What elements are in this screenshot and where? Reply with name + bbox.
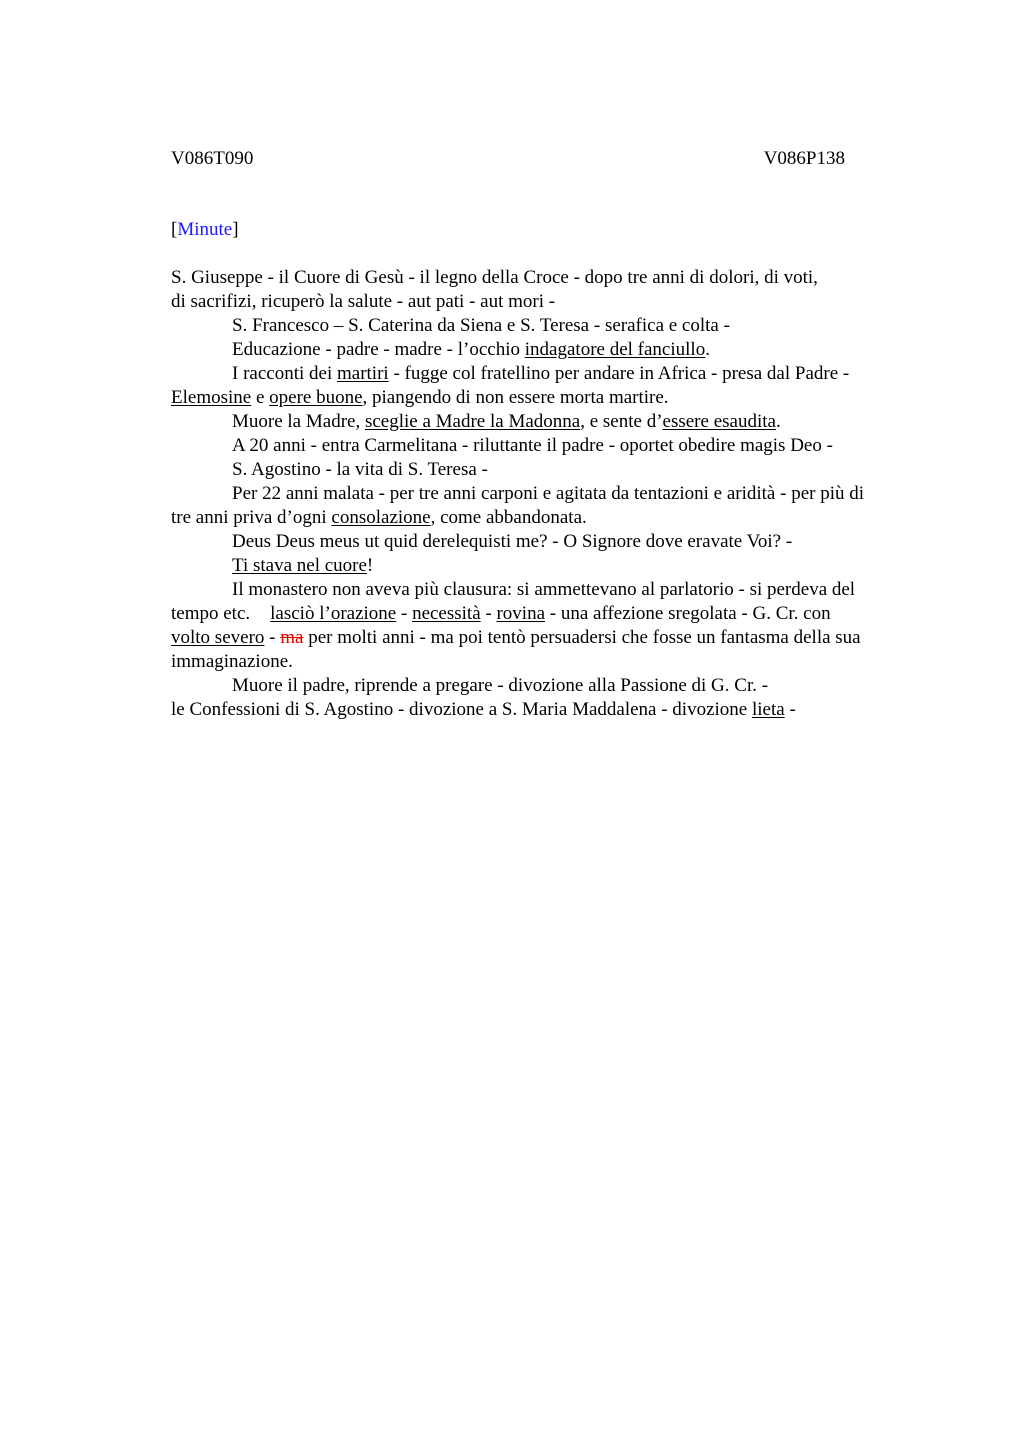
- text-line: [171, 266, 923, 290]
- underlined-text: lasciò l’orazione: [270, 603, 397, 624]
- text-line: [171, 698, 923, 722]
- text-run: Muore la Madre,: [232, 411, 365, 432]
- underlined-text: lieta: [751, 699, 785, 720]
- text-line: [171, 530, 923, 554]
- underlined-text: essere esaudita: [662, 411, 776, 432]
- underlined-text: necessità: [412, 603, 481, 624]
- underlined-text: rovina: [496, 603, 546, 624]
- text-line: [171, 338, 923, 362]
- text-run: Educazione - padre - madre - l’occhio: [232, 339, 525, 360]
- text-run: .: [705, 339, 710, 360]
- text-run: Per 22 anni malata - per tre anni carponi e agitata da tentazioni e aridità - per più di: [232, 483, 865, 504]
- underlined-text: indagatore del fanciullo: [524, 339, 706, 360]
- text-run: e: [251, 387, 270, 408]
- text-run: , come abbandonata.: [430, 507, 587, 528]
- text-run: .: [775, 411, 781, 432]
- text-line: [171, 506, 923, 530]
- text-line: [171, 626, 923, 650]
- text-run: S. Agostino - la vita di S. Teresa -: [232, 459, 488, 480]
- text-run: tempo etc.: [171, 603, 251, 624]
- text-run: -: [784, 699, 796, 720]
- text-line: [171, 290, 923, 314]
- section-label: [171, 218, 239, 242]
- text-run: A 20 anni - entra Carmelitana - riluttante il padre - oportet obedire magis Deo -: [232, 435, 833, 456]
- text-run: !: [366, 555, 374, 576]
- struck-text: ma: [280, 627, 304, 648]
- text-line: [171, 674, 923, 698]
- underlined-text: opere buone: [269, 387, 363, 408]
- document-code-right: V086P138: [763, 148, 845, 169]
- document-code-left: V086T090: [171, 148, 254, 169]
- text-run: -: [480, 603, 497, 624]
- underlined-text: martiri: [336, 363, 389, 384]
- underlined-text: consolazione: [331, 507, 431, 528]
- underlined-text: sceglie a Madre la Madonna: [364, 411, 581, 432]
- text-run: - una affezione sregolata - G. Cr. con: [545, 603, 831, 624]
- text-line: [171, 386, 923, 410]
- text-run: , piangendo di non essere morta martire.: [362, 387, 669, 408]
- text-run: Muore il padre, riprende a pregare - divozione alla Passione di G. Cr. -: [232, 675, 769, 696]
- document-body: [171, 266, 923, 722]
- text-run: , e sente d’: [580, 411, 663, 432]
- underlined-text: Ti stava nel cuore: [232, 555, 367, 576]
- text-line: [171, 410, 923, 434]
- text-line: [171, 362, 923, 386]
- text-line: [171, 650, 923, 674]
- text-run: -: [396, 603, 413, 624]
- text-run: di sacrifizi, ricuperò la salute - aut pati - aut mori -: [171, 291, 556, 312]
- text-run: -: [264, 627, 281, 648]
- section-label-text: Minute: [177, 219, 233, 240]
- text-run: S. Francesco – S. Caterina da Siena e S. Teresa - serafica e colta -: [232, 315, 730, 336]
- text-line: [171, 602, 923, 626]
- text-line: [171, 482, 923, 506]
- text-run: S. Giuseppe - il Cuore di Gesù - il legno della Croce - dopo tre anni di dolori, di voti,: [171, 267, 818, 288]
- open-bracket: [: [171, 219, 178, 240]
- text-run: - fugge col fratellino per andare in Africa - presa dal Padre -: [388, 363, 850, 384]
- text-run: Il monastero non aveva più clausura: si ammettevano al parlatorio - si perdeva del: [232, 579, 856, 600]
- text-run: tre anni priva d’ogni: [171, 507, 332, 528]
- underlined-text: volto severo: [171, 627, 265, 648]
- close-bracket: ]: [232, 219, 239, 240]
- text-line: [171, 578, 923, 602]
- text-line: [171, 434, 923, 458]
- text-run: Deus Deus meus ut quid derelequisti me? - O Signore dove eravate Voi? -: [232, 531, 793, 552]
- text-line: [171, 458, 923, 482]
- text-line: [171, 314, 923, 338]
- text-line: [171, 554, 923, 578]
- text-run: I racconti dei: [232, 363, 337, 384]
- text-run: immaginazione.: [171, 651, 293, 672]
- text-run: le Confessioni di S. Agostino - divozione a S. Maria Maddalena - divozione: [171, 699, 752, 720]
- text-run: per molti anni - ma poi tentò persuadersi che fosse un fantasma della sua: [303, 627, 861, 648]
- underlined-text: Elemosine: [171, 387, 252, 408]
